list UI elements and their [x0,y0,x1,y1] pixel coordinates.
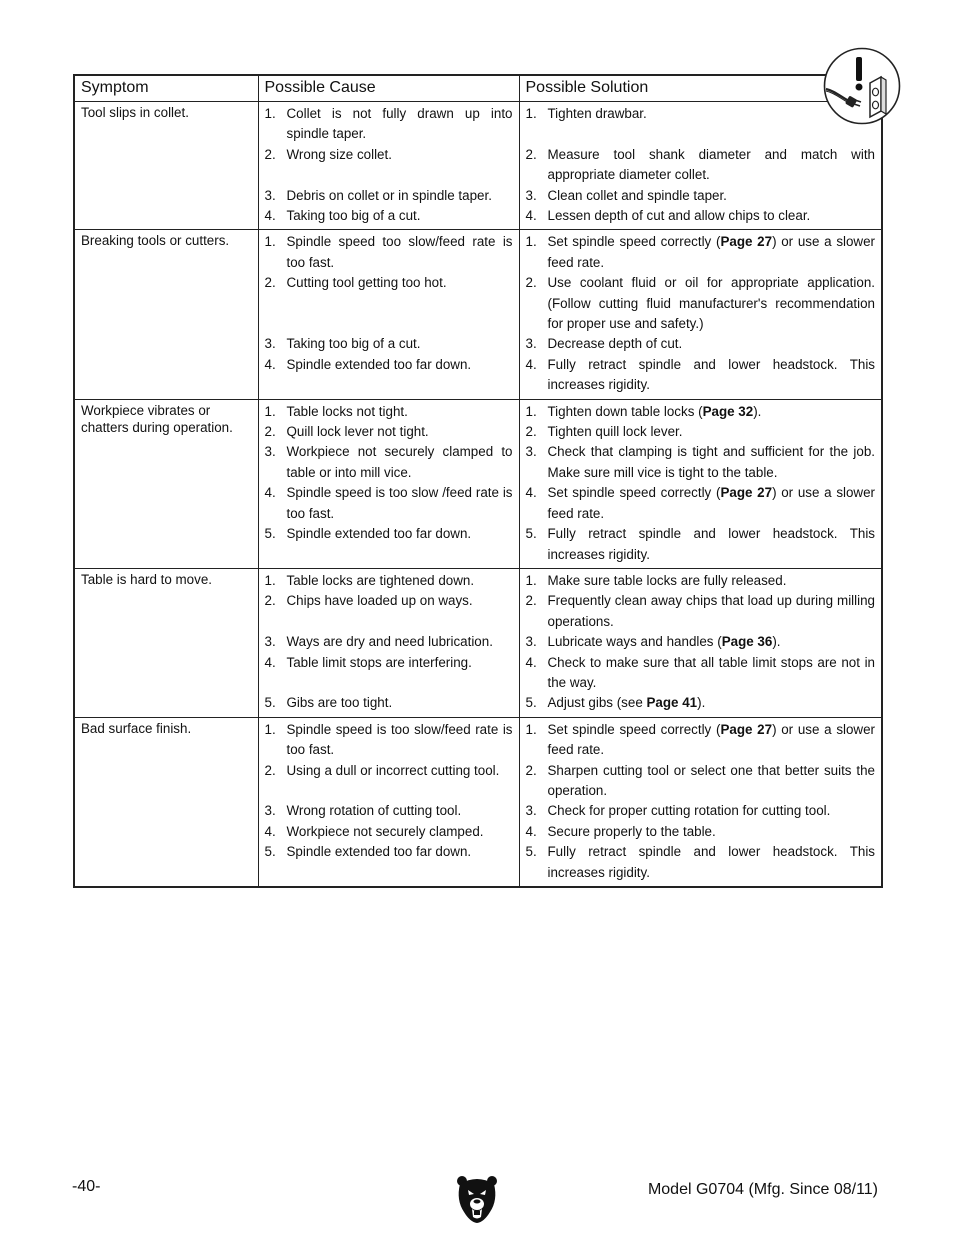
cause-item [265,761,513,781]
table-row [74,230,882,399]
item-text: Secure properly to the table. [547,823,716,839]
item-number: 5. [525,844,537,860]
solution-item [526,232,876,273]
item-text-post: ). [697,695,706,711]
item-text [548,483,876,524]
cause-item [265,822,513,842]
item-number: 4. [525,823,537,839]
spacer [265,612,513,632]
item-text: Make sure table locks are fully released. [547,572,787,588]
solution-item [526,632,876,652]
item-text: Fully retract spindle and lower headstock. This increases rigidity. [547,844,875,880]
item-text: Table locks are tightened down. [286,572,475,588]
item-number: 1. [264,721,276,737]
item-number: 2. [264,146,276,162]
solution-item [526,693,876,713]
item-text: Use coolant fluid or oil for appropriate application. (Follow cutting fluid manufacturer's recommendation for proper use and safety.) [547,275,875,332]
cause-item [265,273,513,293]
item-number: 5. [525,526,537,542]
electrical-warning-icon [823,47,901,125]
cause-item [265,422,513,442]
item-text [548,632,876,652]
spacer [265,294,513,314]
item-number: 4. [264,485,276,501]
item-text: Workpiece not securely clamped. [286,823,484,839]
item-text-pre: Tighten down table locks ( [547,403,703,419]
solution-item [526,206,876,226]
solution-item [526,334,876,354]
item-text: Spindle extended too far down. [286,526,472,542]
item-text [548,232,876,273]
header-symptom: Symptom [74,75,258,102]
item-number: 2. [525,593,537,609]
solution-item [526,442,876,483]
solution-item [526,720,876,761]
item-number: 1. [264,572,276,588]
item-number: 2. [525,424,537,440]
cause-cell [258,230,519,399]
item-number: 2. [264,593,276,609]
spacer [265,673,513,693]
solution-item [526,422,876,442]
solution-cell [519,230,882,399]
symptom-cell: Tool slips in collet. [74,102,258,230]
cause-cell [258,568,519,717]
spacer [265,314,513,334]
item-number: 4. [525,208,537,224]
item-text [548,693,876,713]
cause-item [265,693,513,713]
item-text-pre: Adjust gibs (see [547,695,647,711]
cause-item [265,571,513,591]
item-number: 1. [525,403,537,419]
solution-item [526,483,876,524]
cause-item [265,145,513,165]
item-text: Table limit stops are interfering. [286,654,472,670]
item-text: Tighten drawbar. [547,106,647,121]
item-text: Wrong rotation of cutting tool. [286,803,462,819]
cause-item [265,442,513,483]
cause-item [265,842,513,862]
cause-item [265,524,513,544]
item-number: 1. [525,234,537,250]
item-number: 1. [264,403,276,419]
table-row [74,102,882,230]
item-text: Check that clamping is tight and sufficient for the job. Make sure mill vice is tight to the table. [547,444,875,480]
symptom-cell: Table is hard to move. [74,568,258,717]
page-reference: Page 27 [720,485,773,501]
solution-cell [519,568,882,717]
item-number: 5. [264,695,276,711]
table-header-row [74,75,882,102]
item-text: Table locks not tight. [286,403,408,419]
item-text: Collet is not fully drawn up into spindle taper. [286,106,513,142]
item-number: 2. [264,762,276,778]
cause-cell [258,717,519,887]
spacer [265,165,513,185]
cause-cell [258,102,519,230]
item-number: 1. [525,721,537,737]
item-text: Debris on collet or in spindle taper. [286,187,492,203]
page-reference: Page 32 [702,403,754,419]
item-text: Taking too big of a cut. [286,208,421,224]
item-number: 2. [525,146,537,162]
item-text: Quill lock lever not tight. [286,424,429,440]
page-reference: Page 41 [646,695,698,711]
page-reference: Page 36 [721,634,773,650]
grizzly-bear-logo-icon [456,1174,498,1224]
cause-item [265,206,513,226]
item-number: 4. [525,654,537,670]
symptom-cell: Breaking tools or cutters. [74,230,258,399]
item-number: 2. [264,275,276,291]
item-number: 3. [264,444,276,460]
item-number: 3. [525,634,537,650]
table-body [74,102,882,888]
solution-item [526,591,876,632]
cause-item [265,720,513,761]
model-info: Model G0704 (Mfg. Since 08/11) [647,1181,878,1198]
solution-item [526,186,876,206]
solution-item [526,822,876,842]
solution-item [526,402,876,422]
item-number: 4. [264,208,276,224]
item-text: Spindle speed is too slow /feed rate is too fast. [286,485,513,521]
item-number: 3. [264,336,276,352]
solution-cell [519,399,882,568]
solution-item [526,801,876,821]
item-text: Gibs are too tight. [286,695,393,711]
item-number: 4. [525,356,537,372]
cause-item [265,232,513,273]
spacer [526,124,876,144]
cause-item [265,104,513,145]
item-number: 4. [264,823,276,839]
item-text: Spindle extended too far down. [286,844,472,860]
solution-item [526,842,876,883]
item-number: 4. [525,485,537,501]
item-text-pre: Set spindle speed correctly ( [547,234,721,250]
item-number: 4. [264,654,276,670]
item-number: 3. [264,634,276,650]
header-possible-solution: Possible Solution [519,75,882,102]
item-number: 3. [264,187,276,203]
item-text: Chips have loaded up on ways. [286,593,473,609]
item-text: Fully retract spindle and lower headstock. This increases rigidity. [547,356,875,393]
cause-item [265,483,513,524]
item-number: 1. [525,572,537,588]
item-number: 2. [525,762,537,778]
table-row [74,568,882,717]
item-number: 2. [525,275,537,291]
item-number: 5. [264,844,276,860]
item-text: Fully retract spindle and lower headstock. This increases rigidity. [547,526,875,562]
solution-item [526,145,876,186]
item-number: 3. [525,336,537,352]
cause-item [265,402,513,422]
troubleshooting-table [73,74,883,888]
spacer [265,781,513,801]
item-text: Spindle extended too far down. [286,356,472,372]
item-text: Wrong size collet. [286,146,392,162]
item-text: Lessen depth of cut and allow chips to clear. [547,208,811,224]
item-text: Spindle speed too slow/feed rate is too fast. [286,234,513,270]
item-text: Ways are dry and need lubrication. [286,634,493,650]
item-number: 5. [264,526,276,542]
item-text-post: ). [753,403,762,419]
item-text: Decrease depth of cut. [547,336,683,352]
cause-item [265,334,513,354]
cause-item [265,186,513,206]
item-text-post: ) or use a slower feed rate. [547,234,876,270]
item-number: 1. [525,106,537,121]
solution-item [526,653,876,694]
item-text: Clean collet and spindle taper. [547,187,727,203]
item-text: Frequently clean away chips that load up during milling operations. [547,593,875,629]
solution-item [526,524,876,565]
cause-item [265,591,513,611]
item-text: Taking too big of a cut. [286,336,421,352]
item-text: Sharpen cutting tool or select one that better suits the operation. [547,762,875,798]
item-text-pre: Set spindle speed correctly ( [547,721,721,737]
item-number: 3. [264,803,276,819]
item-text-post: ) or use a slower feed rate. [547,721,876,758]
item-text-post: ). [772,634,781,650]
item-text: Using a dull or incorrect cutting tool. [286,762,500,778]
item-text: Tighten quill lock lever. [547,424,683,440]
item-number: 1. [264,106,276,121]
item-text: Check for proper cutting rotation for cutting tool. [547,803,831,819]
item-text: Measure tool shank diameter and match with appropriate diameter collet. [547,146,875,183]
symptom-cell: Workpiece vibrates or chatters during operation. [74,399,258,568]
page-number: -40- [72,1178,101,1195]
item-text [548,402,876,422]
item-number: 4. [264,356,276,372]
cause-item [265,801,513,821]
item-number: 3. [525,187,537,203]
cause-cell [258,399,519,568]
item-number: 2. [264,424,276,440]
solution-item [526,273,876,334]
item-text-pre: Set spindle speed correctly ( [547,485,721,501]
solution-cell [519,717,882,887]
item-number: 3. [525,444,537,460]
table-row [74,717,882,887]
item-number: 5. [525,695,537,711]
solution-item [526,571,876,591]
table-row [74,399,882,568]
cause-item [265,355,513,375]
header-possible-cause: Possible Cause [258,75,519,102]
cause-item [265,653,513,673]
item-number: 1. [264,234,276,250]
item-text-pre: Lubricate ways and handles ( [547,634,722,650]
item-text: Cutting tool getting too hot. [286,275,447,291]
page-reference: Page 27 [720,234,773,250]
item-number: 3. [525,803,537,819]
solution-item [526,761,876,802]
item-text: Spindle speed is too slow/feed rate is too fast. [286,721,513,758]
item-text [548,720,876,761]
item-text: Check to make sure that all table limit stops are not in the way. [547,654,875,690]
symptom-cell: Bad surface finish. [74,717,258,887]
item-text-post: ) or use a slower feed rate. [547,485,876,521]
cause-item [265,632,513,652]
solution-item [526,355,876,396]
item-text: Workpiece not securely clamped to table or into mill vice. [286,444,513,480]
page-reference: Page 27 [720,721,773,737]
